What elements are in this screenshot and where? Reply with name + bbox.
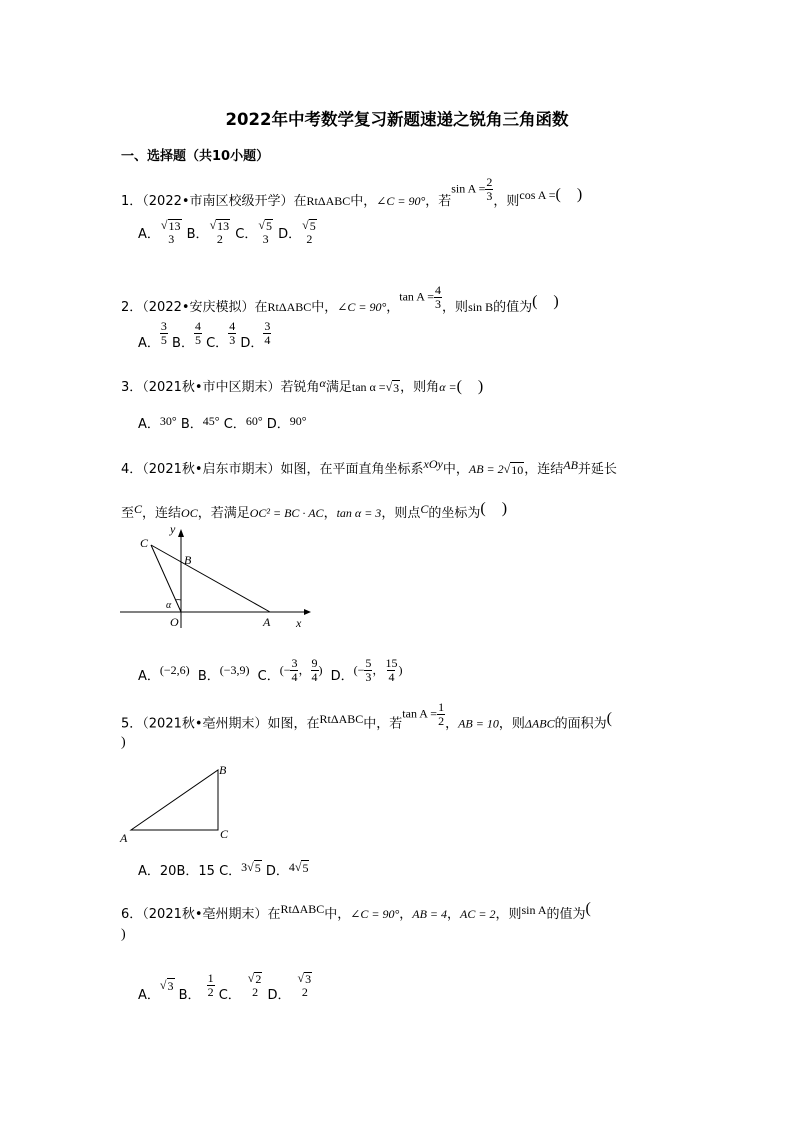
q4-text: 的坐标为 [428,506,481,521]
q5-option-b[interactable] [176,864,214,879]
q1-triangle: RtΔABC [306,194,351,208]
section-heading: 一、选择题（共10小题） [121,149,270,164]
q6-option-c-rad: 2 [255,972,262,986]
q5-option-label: B． [176,864,199,879]
q3-source: 3．（2021秋•市中区期末）若锐角 [121,380,320,395]
q3-option-label: C． [223,417,246,432]
question-4-line-2 [121,499,507,522]
q6-option-d[interactable]: D． √ 3 2 [267,971,312,1003]
q3-option-b-val: 45° [202,414,220,428]
q1-sinA-den: 3 [486,189,493,203]
q4-text: ，连结 [524,462,564,477]
q1-answer-paren: ( ) [555,186,583,203]
q6-paren-close: ) [121,927,126,942]
point-c-label: C [140,536,149,550]
q3-option-b[interactable] [180,414,220,432]
q2-option-label: C． [206,335,229,351]
q5-option-c-rad: 5 [254,861,261,875]
page-title: 2022年中考数学复习新题速递之锐角三角函数 [225,110,569,129]
q2-option-a[interactable] [138,319,168,351]
q4-ab2: AB [563,458,578,472]
q6-ab: AB = 4 [412,907,448,921]
q4-option-c-d1: 4 [291,669,298,684]
q1-option-d-den: 2 [306,231,313,246]
q1-option-a[interactable]: A． √ 13 3 [138,218,181,246]
q6-option-label: D． [267,987,291,1003]
q4-option-c-n2: 9 [311,656,318,670]
q5-option-d-rad: 5 [302,861,309,875]
q6-text: 的值为 [546,907,586,922]
q6-option-b-num: 1 [207,971,214,985]
q5-source: 5．（2021秋•亳州期末）如图，在 [121,716,320,732]
q5-text: 的面积为 [554,716,607,732]
q4-option-b[interactable] [197,662,250,684]
x-axis-label: x [296,616,302,630]
x-axis-arrow [304,609,311,615]
q3-option-c-val: 60° [245,414,263,428]
q3-alpha: α [319,376,326,390]
question-3: 3．（2021秋•市中区期末）若锐角α满足tan α = √ 3 ，则角α =( ) [121,376,484,395]
q4-ab-rad: 10 [511,463,524,477]
q3-text: ，则角 [400,380,440,395]
q1-option-label: B． [186,226,209,242]
q4-option-b-val: (−3,9) [219,662,250,677]
q4-text: 并延长 [577,462,617,477]
q6-option-d-den: 2 [301,984,308,999]
q4-options [138,657,402,684]
y-axis-arrow [178,529,184,537]
q5-tan-label: tan A = [402,706,438,721]
q6-text: ，则 [495,907,522,922]
q5-option-d[interactable]: D．4 √ 5 [265,860,309,879]
q1-option-c[interactable]: C． √ 5 3 [235,218,272,246]
q2-tanA-label: tan A = [399,290,435,304]
q1-options [138,219,318,245]
q2-ask: sin B [468,300,494,314]
q6-option-label: B． [178,987,201,1003]
q2-text: ， [386,300,400,315]
q6-source: 6．（2021秋•亳州期末）在 [121,907,281,922]
q2-option-label: B． [172,335,194,351]
q6-text: ， [447,907,461,922]
q1-sinA-num: 2 [486,175,493,190]
question-1 [121,175,583,215]
q4-text: ，连结 [142,506,182,521]
q4-text: 中， [442,462,469,477]
q4-text: ， [323,506,337,521]
q2-option-c-num: 4 [229,319,236,333]
q1-sinA-frac [485,176,493,202]
q6-option-label: A． [138,987,160,1003]
q5-option-label: A． [138,864,160,879]
q3-answer-paren: ( ) [456,378,484,395]
q6-option-c-den: 2 [252,984,259,999]
q6-ask: sin A [521,903,547,917]
q5-figure [118,760,238,846]
q1-sinA [451,176,493,202]
q1-option-b-den: 2 [216,231,223,246]
q1-option-c-den: 3 [262,231,269,246]
q6-paren-open: ( [585,900,591,917]
q4-source: 4．（2021秋•启东市期末）如图，在平面直角坐标系 [121,462,424,477]
q4-c: C [134,502,143,516]
q4-answer-paren: ( ) [480,500,508,517]
q6-option-label: C． [218,987,241,1003]
q3-option-label: D． [266,417,290,432]
q2-option-d[interactable] [240,319,271,351]
q3-option-a[interactable] [138,414,177,432]
q4-option-d-n2: 15 [385,656,398,670]
q6-option-d-rad: 3 [305,972,312,986]
q1-option-b[interactable]: B． √ 13 2 [186,218,230,246]
triangle-abc [131,770,218,830]
point-o-label: O [170,615,179,629]
q3-text: 满足 [325,380,352,395]
q5-triangle: RtΔABC [319,711,364,726]
q5-option-label: D． [265,864,289,879]
q5-paren-open: ( [606,709,612,727]
q4-option-c-d2: 4 [311,669,318,684]
q1-option-label: C． [235,226,258,242]
q4-tan: tan α = 3 [336,506,382,520]
q3-cond-rad: 3 [393,381,400,395]
q5-area-triangle: ΔABC [524,716,555,731]
q5-paren-close: ) [121,735,126,750]
q6-option-a-rad: 3 [167,978,174,993]
q4-option-label: C． [257,668,280,684]
q2-option-label: A． [138,335,160,351]
q5-text: 中，若 [363,716,403,732]
q4-option-label: D． [330,668,354,684]
q2-answer-paren: ( ) [532,293,559,310]
q1-ask: cos A = [519,188,556,202]
question-4-line-1: 4．（2021秋•启东市期末）如图，在平面直角坐标系xOy中，AB = 2 √ 10 ，连结AB并延长 [121,457,617,477]
q2-text: ，则 [442,300,469,315]
q2-option-b-den: 5 [194,332,201,347]
q2-option-label: D． [240,335,264,351]
q2-option-d-num: 3 [264,319,271,333]
q4-option-d-n1: 5 [365,656,372,670]
q6-condition: ∠C = 90° [350,907,400,921]
q2-condition: ∠C = 90° [337,300,387,314]
q2-option-b-num: 4 [194,319,201,333]
q1-text: 中， [350,194,377,209]
q3-options [138,413,307,432]
q5-option-c-coef: 3 [241,860,248,874]
q6-ac: AC = 2 [460,907,496,921]
q3-option-c[interactable] [223,414,263,432]
q5-tan [402,701,445,727]
q1-source: 1．（2022•市南区校级开学）在 [121,194,307,209]
q6-option-b[interactable] [178,971,215,1003]
q3-option-label: A． [138,417,160,432]
q4-option-c-n1: 3 [291,656,298,670]
q4-figure [118,520,318,632]
q5-text: ，则 [498,716,525,732]
q1-option-b-rad: 13 [217,219,230,233]
q4-option-d-d1: 3 [365,669,372,684]
q4-text: ，则点 [381,506,421,521]
q4-option-c[interactable]: C．(− $\frac{3}{4}$ ， $\frac{9}{4}$ ) [257,656,323,684]
q4-option-a-val: (−2,6) [159,662,190,677]
q4-text: ，若满足 [197,506,250,521]
q3-cond-label: tan α = [351,380,386,394]
q4-text: 至 [121,506,135,521]
point-c-label: C [220,827,229,841]
q5-option-a-val: 20 [159,864,177,879]
q5-option-b-val: 15 [198,864,215,879]
q4-option-a[interactable] [138,662,190,684]
q1-text: ，则 [493,194,520,209]
q5-text: ， [445,716,459,732]
q2-text: 的值为 [493,300,533,315]
q3-option-d[interactable] [266,414,307,432]
q1-text: ，若 [425,194,452,209]
q1-option-a-rad: 13 [168,219,181,233]
angle-alpha-label: α [166,600,172,611]
q1-option-label: D． [278,226,302,242]
q6-option-c[interactable]: C． √ 2 2 [218,971,262,1003]
q2-tanA-den: 3 [435,297,442,311]
q2-option-c[interactable] [206,319,236,351]
y-axis-label: y [170,522,176,536]
question-5 [121,700,612,737]
q5-tan-den: 2 [438,713,445,728]
q2-text: 中， [311,300,338,315]
q4-option-d-d2: 4 [388,669,395,684]
q2-tanA-num: 4 [435,283,442,298]
q4-option-label: B． [197,668,220,684]
q6-text: ， [399,907,413,922]
q3-ask: α = [439,380,457,394]
q4-xoy: xOy [423,457,443,471]
q2-option-d-den: 4 [264,332,271,347]
q5-option-a[interactable] [138,864,176,879]
q6-text: 中， [324,907,351,922]
q3-option-a-val: 30° [159,414,177,428]
point-a-label: A [120,831,128,845]
q1-sinA-label: sin A = [451,182,486,196]
q1-condition: ∠C = 90° [376,194,426,208]
q4-oc: OC [181,506,198,520]
q5-option-c[interactable]: C．3 √ 5 [219,860,261,879]
q5-option-d-coef: 4 [288,860,295,874]
q5-tan-num: 1 [438,700,445,714]
q2-option-b[interactable] [172,319,202,351]
q6-options [138,972,313,1003]
q5-option-label: C． [219,864,242,879]
q2-tanA [399,284,442,310]
q3-option-d-val: 90° [289,414,307,428]
q2-option-a-num: 3 [160,319,167,333]
q5-ab: AB = 10 [458,716,499,731]
q1-option-c-rad: 5 [265,219,272,233]
q6-option-b-den: 2 [207,984,214,999]
q4-option-d[interactable]: D．(− $\frac{5}{3}$ ， $\frac{15}{4}$ ) [330,656,403,684]
q4-condition: OC² = BC · AC [249,506,324,520]
q1-option-d[interactable]: D． √ 5 2 [278,218,316,246]
q2-options [138,320,271,351]
q2-triangle: RtΔABC [267,300,312,314]
q4-ab: AB = 2 [468,462,504,476]
q5-options [138,860,309,880]
q4-option-label: A． [138,668,160,684]
point-b-label: B [184,553,192,567]
q2-option-a-den: 5 [160,332,167,347]
q3-option-label: B． [180,417,203,432]
q1-option-d-rad: 5 [309,219,316,233]
q2-source: 2．（2022•安庆模拟）在 [121,300,268,315]
point-a-label: A [263,615,271,629]
q1-option-label: A． [138,226,160,242]
question-2 [121,283,559,321]
q6-option-a[interactable]: A． √ 3 [138,977,174,1003]
question-6 [121,900,591,923]
point-b-label: B [219,763,227,777]
q1-option-a-den: 3 [168,231,175,246]
q4-c2: C [420,502,429,516]
q2-option-c-den: 3 [229,332,236,347]
q6-triangle: RtΔABC [280,902,325,916]
